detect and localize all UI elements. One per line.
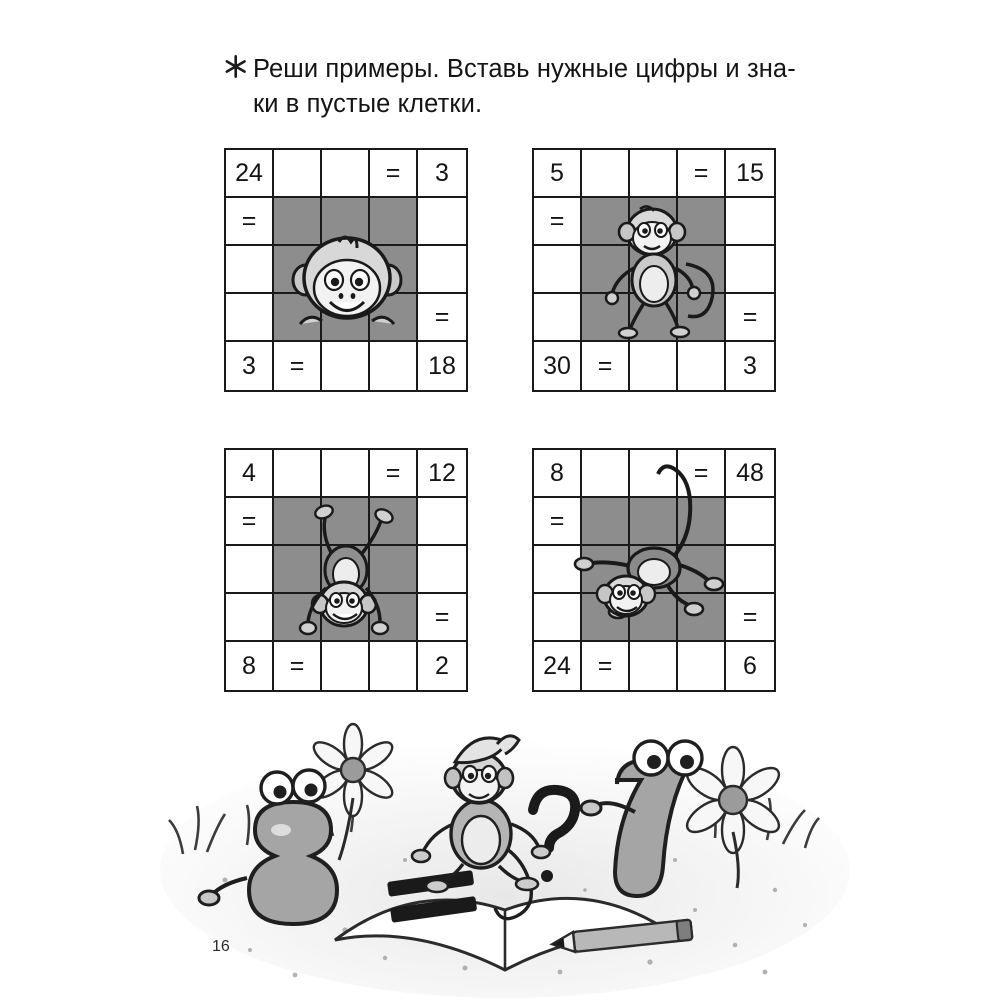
grid-cell[interactable] [534, 246, 582, 294]
monkey-hanging-icon [564, 460, 749, 645]
grid-cell[interactable]: = [226, 498, 274, 546]
grid-cell[interactable]: = [726, 594, 774, 642]
grid-cell[interactable] [226, 294, 274, 342]
grid-cell[interactable] [226, 246, 274, 294]
grid-cell[interactable] [534, 294, 582, 342]
grid-cell[interactable]: 12 [418, 450, 466, 498]
grid-cell[interactable] [418, 498, 466, 546]
grid-cell[interactable] [322, 150, 370, 198]
grid-cell[interactable] [322, 342, 370, 390]
grid-cell[interactable]: = [418, 594, 466, 642]
grid-cell[interactable]: = [678, 450, 726, 498]
instruction-text: Реши примеры. Вставь нужные цифры и зна-ки в пустые клетки. [253, 55, 796, 119]
grid-cell[interactable]: = [370, 450, 418, 498]
grid-cell[interactable] [582, 150, 630, 198]
grid-cell[interactable]: 48 [726, 450, 774, 498]
grid-cell[interactable] [274, 450, 322, 498]
grid-cell[interactable] [678, 642, 726, 690]
puzzle-grid-2[interactable] [532, 148, 776, 392]
grid-cell[interactable]: 24 [226, 150, 274, 198]
grid-cell[interactable] [274, 150, 322, 198]
grid-cell[interactable]: 8 [226, 642, 274, 690]
puzzle-grid-4[interactable] [532, 448, 776, 692]
grid-cell[interactable] [630, 342, 678, 390]
grid-cell[interactable]: 18 [428, 351, 456, 380]
grid-cell[interactable]: = [582, 642, 630, 690]
grid-cell[interactable]: 3 [226, 342, 274, 390]
grid-cell[interactable]: = [370, 150, 418, 198]
grid-cell[interactable]: 4 [226, 450, 274, 498]
grid-cell[interactable]: 15 [726, 150, 774, 198]
grid-cell[interactable]: = [726, 294, 774, 342]
grid-cell[interactable]: = [534, 498, 582, 546]
grid-cell[interactable] [322, 642, 370, 690]
monkey-peeking-icon [274, 198, 420, 344]
grid-cell[interactable]: 8 [534, 450, 582, 498]
grid-cell[interactable] [322, 450, 370, 498]
grid-cell[interactable] [630, 150, 678, 198]
puzzle-grid-1[interactable] [224, 148, 468, 392]
grid-cell[interactable]: = [534, 198, 582, 246]
instruction-block [225, 52, 815, 122]
monkey-standing-icon [582, 198, 728, 344]
grid-cell[interactable] [630, 642, 678, 690]
monkey-handstand-icon [274, 498, 420, 644]
grid-cell[interactable]: 3 [743, 351, 757, 380]
grid-cell[interactable] [418, 198, 466, 246]
grid-cell[interactable]: = [418, 294, 466, 342]
grid-cell[interactable] [418, 546, 466, 594]
grid-cell[interactable]: = [274, 342, 322, 390]
grid-cell[interactable] [370, 642, 418, 690]
grid-cell[interactable]: = [274, 642, 322, 690]
grid-cell[interactable]: 6 [743, 651, 757, 680]
grid-cell[interactable] [726, 198, 774, 246]
grid-cell[interactable] [370, 342, 418, 390]
star-icon [225, 54, 247, 80]
grid-cell[interactable]: = [678, 150, 726, 198]
grid-cell[interactable] [418, 246, 466, 294]
grid-cell[interactable]: 5 [534, 150, 582, 198]
grid-cell[interactable]: 2 [435, 651, 449, 680]
grid-cell[interactable]: 24 [534, 642, 582, 690]
grid-cell[interactable] [726, 246, 774, 294]
grid-cell[interactable] [226, 546, 274, 594]
page-number: 16 [212, 938, 230, 955]
grid-cell[interactable]: 3 [418, 150, 466, 198]
grid-cell[interactable]: = [226, 198, 274, 246]
grid-cell[interactable]: = [582, 342, 630, 390]
grid-cell[interactable]: 30 [534, 342, 582, 390]
puzzle-grid-3[interactable] [224, 448, 468, 692]
cartoon-numbers-book-illustration [155, 700, 855, 1000]
grid-cell[interactable] [678, 342, 726, 390]
grid-cell[interactable] [226, 594, 274, 642]
